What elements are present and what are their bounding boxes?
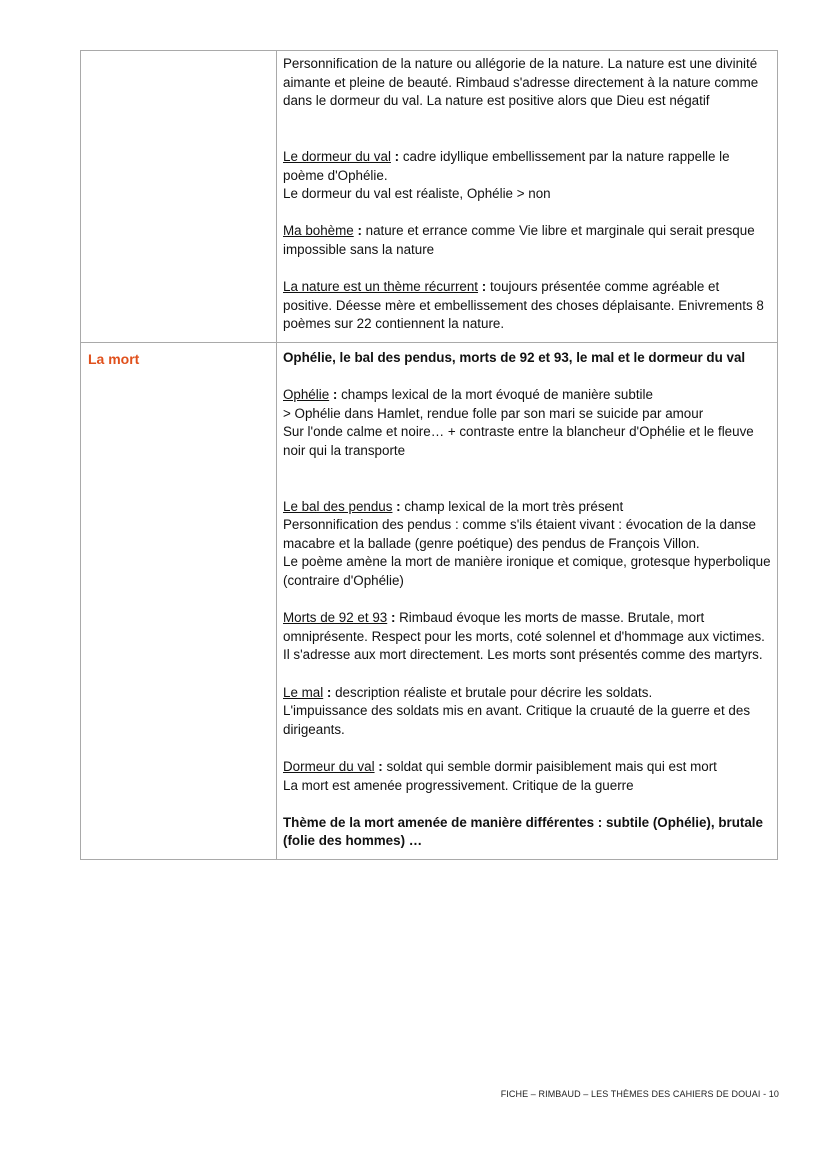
mort-dormeur-title: Dormeur du val xyxy=(283,758,375,774)
mort-morts-paragraph: Morts de 92 et 93 : Rimbaud évoque les morts de masse. Brutale, mort omniprésente. Respect pour les morts, coté solennel et d'hommage aux victimes. Il s'adresse aux mort directement. Les morts sont présentés comme des martyrs. xyxy=(283,610,765,663)
content-cell xyxy=(277,51,778,343)
nature-boheme-title: Ma bohème xyxy=(283,223,354,239)
page-footer: FICHE – RIMBAUD – LES THÈMES DES CAHIERS DE DOUAI - 10 xyxy=(500,1089,779,1099)
mort-morts-title: Morts de 92 et 93 xyxy=(283,610,388,626)
mort-dormeur-paragraph: Dormeur du val : soldat qui semble dormir paisiblement mais qui est mort xyxy=(283,758,717,774)
mort-dormeur-text: soldat qui semble dormir paisiblement mais qui est mort xyxy=(386,758,717,774)
mort-mal-paragraph: Le mal : description réaliste et brutale pour décrire les soldats. xyxy=(283,684,653,700)
themes-table xyxy=(80,50,778,860)
mort-mal-line2: L'impuissance des soldats mis en avant. Critique la cruauté de la guerre et des dirigeants. xyxy=(283,703,751,737)
mort-ophelie-line3: Sur l'onde calme et noire… + contraste entre la blancheur d'Ophélie et le fleuve noir qui la transporte xyxy=(283,424,754,458)
nature-dormeur-text: cadre idyllique embellissement par la nature rappelle le poème d'Ophélie. xyxy=(283,148,730,183)
nature-dormeur-paragraph: Le dormeur du val : cadre idyllique embellissement par la nature rappelle le poème d'Ophélie. xyxy=(283,148,730,183)
mort-heading: Ophélie, le bal des pendus, morts de 92 et 93, le mal et le dormeur du val xyxy=(283,349,746,365)
theme-cell xyxy=(81,342,277,859)
mort-ophelie-line2: > Ophélie dans Hamlet, rendue folle par son mari se suicide par amour xyxy=(283,405,704,421)
mort-bal-line3: Le poème amène la mort de manière ironique et comique, grotesque hyperbolique (contraire d'Ophélie) xyxy=(283,554,771,589)
nature-intro: Personnification de la nature ou allégorie de la nature. La nature est une divinité aimante et pleine de beauté. Rimbaud s'adresse directement à la nature comme dans le dormeur du val. La nature est positive alors que Dieu est négatif xyxy=(283,56,759,109)
mort-bal-line2: Personnification des pendus : comme s'ils étaient vivant : évocation de la danse macabre et la ballade (genre poétique) des pendus de François Villon. xyxy=(283,517,756,551)
nature-boheme-paragraph: Ma bohème : nature et errance comme Vie libre et marginale qui serait presque impossible sans la nature xyxy=(283,223,755,257)
nature-dormeur-title: Le dormeur du val xyxy=(283,148,391,164)
theme-cell xyxy=(81,51,277,343)
mort-ophelie-paragraph: Ophélie : champs lexical de la mort évoqué de manière subtile xyxy=(283,387,653,403)
theme-label: La mort xyxy=(88,350,140,367)
mort-bal-paragraph: Le bal des pendus : champ lexical de la mort très présent xyxy=(283,498,624,514)
mort-ophelie-text: champs lexical de la mort évoqué de manière subtile xyxy=(341,387,653,403)
content-cell xyxy=(277,342,778,859)
mort-morts-text: Rimbaud évoque les morts de masse. Brutale, mort omniprésente. Respect pour les morts, coté solennel et d'hommage aux victimes. Il s'adresse aux mort directement. Les morts sont présentés comme des martyrs. xyxy=(283,610,765,663)
theme-label xyxy=(82,52,275,58)
mort-mal-title: Le mal xyxy=(283,684,324,700)
table-row xyxy=(81,51,778,343)
mort-dormeur-line2: La mort est amenée progressivement. Critique de la guerre xyxy=(283,777,634,793)
nature-recurrent-text: toujours présentée comme agréable et positive. Déesse mère et embellissement des choses déplaisante. Enivrements 8 poèmes sur 22 contiennent la nature. xyxy=(283,279,764,332)
nature-boheme-text: nature et errance comme Vie libre et marginale qui serait presque impossible sans la nature xyxy=(283,223,755,257)
table-row xyxy=(81,342,778,859)
mort-ophelie-title: Ophélie xyxy=(283,387,330,403)
nature-recurrent-title: La nature est un thème récurrent xyxy=(283,279,479,295)
mort-bal-title: Le bal des pendus xyxy=(283,498,393,514)
nature-dormeur-extra: Le dormeur du val est réaliste, Ophélie > non xyxy=(283,186,551,202)
mort-mal-text: description réaliste et brutale pour décrire les soldats. xyxy=(335,684,653,700)
nature-recurrent-paragraph: La nature est un thème récurrent : toujours présentée comme agréable et positive. Déesse mère et embellissement des choses déplaisante. Enivrements 8 poèmes sur 22 contiennent la nature. xyxy=(283,279,764,332)
mort-bal-text: champ lexical de la mort très présent xyxy=(404,498,624,514)
mort-conclusion: Thème de la mort amenée de manière différentes : subtile (Ophélie), brutale (folie des hommes) … xyxy=(283,814,763,849)
